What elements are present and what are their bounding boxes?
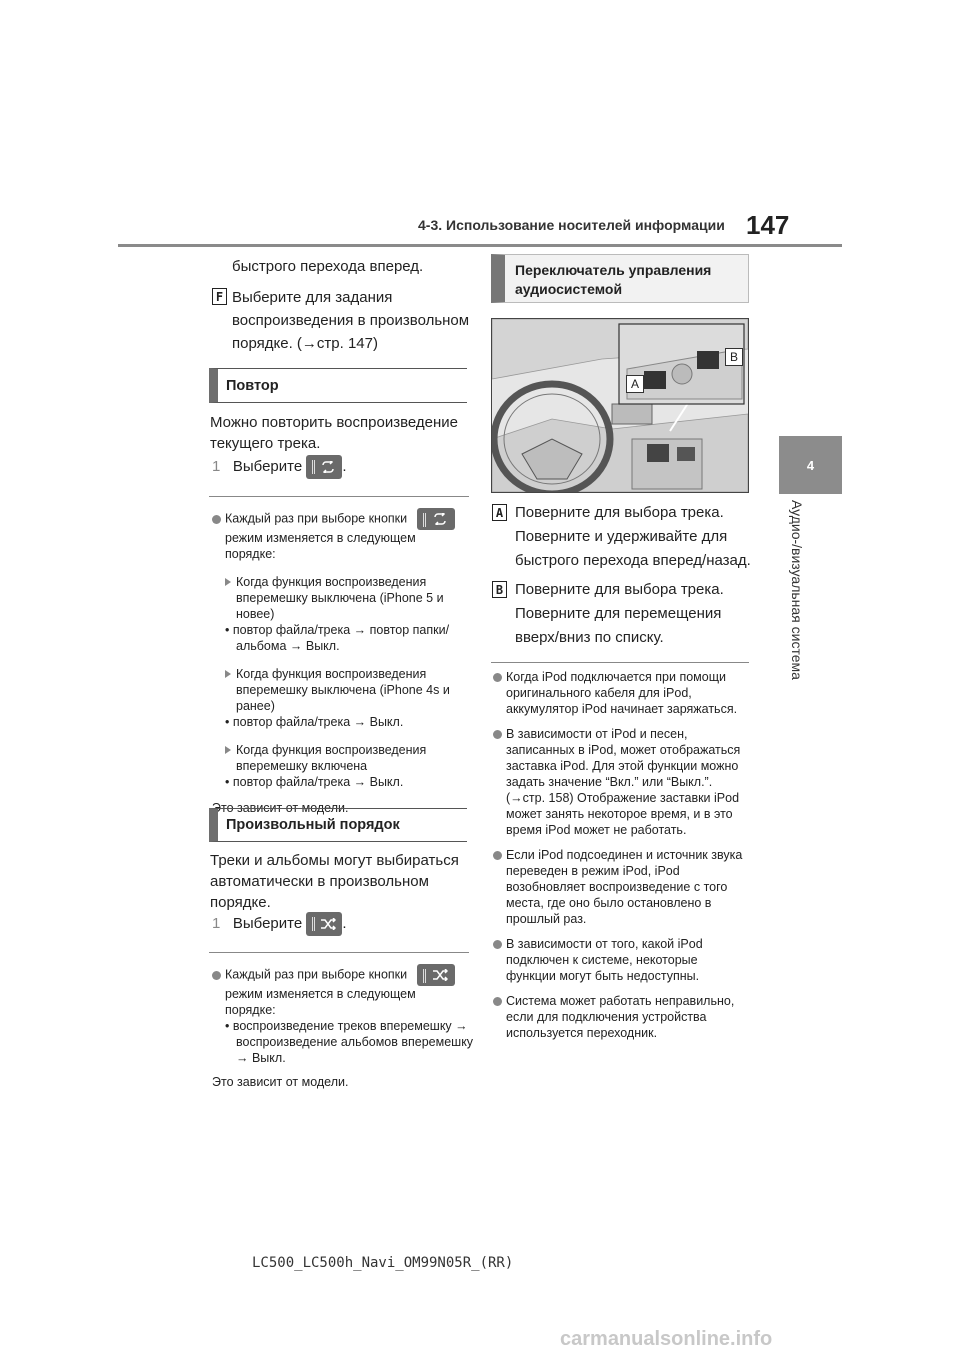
f-line: порядке. (→стр. 147) [232,335,378,352]
note-line: Когда iPod подключается при помощи [506,670,726,684]
shuffle-intro-line: порядке. [210,894,271,911]
note-line: аккумулятор iPod начинает заряжаться. [506,702,738,716]
divider [209,496,469,497]
case-bullet: • повтор файла/трека → повтор папки/ [225,623,450,637]
ipod-notes [493,669,755,1041]
note-line: задать значение “Вкл.” или “Выкл.”. [506,775,713,789]
note-line: В зависимости от того, какой iPod [506,937,703,951]
continued-line: быстрого перехода вперед. [232,258,424,275]
section-title: 4-3. Использование носителей информации [418,217,725,233]
note-line: функции могут быть недоступны. [506,969,700,983]
case-bullet: воспроизведение альбомов вперемешку [236,1035,474,1049]
figure-label-b: B [725,348,743,366]
note-line: Каждый раз при выборе кнопки [225,511,408,526]
repeat-button-inline [417,508,455,530]
f-line: Выберите для задания [232,289,393,306]
note-line: (→стр. 158) Отображение заставки iPod [506,791,740,805]
label-f: F [212,288,227,305]
repeat-intro-line: текущего трека. [210,435,321,452]
note-line: записанных в iPod, может отображаться [506,743,741,757]
f-line: воспроизведения в произвольном [232,312,470,329]
step-end: . [342,914,347,932]
label-b: B [492,581,507,598]
case-bullet: → Выкл. [236,1051,286,1065]
note-line: места, где оно было остановлено в [506,896,712,910]
dashboard-illustration [492,319,748,492]
repeat-icon [432,513,448,525]
b-description [515,579,724,648]
arrow-right-icon [225,746,231,754]
a-line: Поверните и удерживайте для [515,528,728,545]
note-line: оригинального кабеля для iPod, [506,686,692,700]
audio-switch-heading [491,254,749,303]
case-line: Когда функция воспроизведения [236,743,427,757]
depends-note: Это зависит от модели. [212,801,349,815]
shuffle-step [212,912,347,936]
note-line: Если iPod подсоединен и источник звука [506,848,743,862]
chapter-number: 4 [806,457,815,473]
note-line: прошлый раз. [506,912,587,926]
case-line: новее) [236,607,275,621]
shuffle-intro-line: автоматически в произвольном [210,873,429,890]
step-end: . [342,457,347,475]
note-line: В зависимости от iPod и песен, [506,727,688,741]
note-line: если для подключения устройства [506,1010,707,1024]
a-line: быстрого перехода вперед/назад. [515,552,751,569]
chapter-label: Аудио-/визуальная система [789,500,805,680]
dashboard-figure [491,318,749,493]
repeat-heading-text: Повтор [226,377,279,394]
repeat-button[interactable] [306,455,342,479]
bullet-dot-icon [493,997,502,1006]
b-line: Поверните для перемещения [515,605,722,622]
label-a: A [492,504,507,521]
case-bullet: альбома → Выкл. [236,639,340,653]
case-line: ранее) [236,699,275,713]
depends-note: Это зависит от модели. [212,1075,349,1089]
note-line: порядке: [225,1003,276,1017]
arrow-right-icon [225,578,231,586]
note-line: переведен в режим iPod, iPod [506,864,680,878]
arrow-right-icon [225,670,231,678]
page-number: 147 [746,210,790,240]
bullet-dot-icon [212,971,221,980]
shuffle-heading-text: Произвольный порядок [226,817,400,833]
case-line: Когда функция воспроизведения [236,667,427,681]
note-line: время iPod может не работать. [506,823,687,837]
case-bullet: • повтор файла/трека → Выкл. [225,715,404,729]
repeat-note [212,508,472,816]
b-line: вверх/вниз по списку. [515,629,664,646]
repeat-step [212,455,347,479]
case-line: Когда функция воспроизведения [236,575,427,589]
bullet-dot-icon [493,940,502,949]
watermark: carmanualsonline.info [560,1328,773,1350]
step-text: Выберите [232,457,303,475]
note-line: режим изменяется в следующем [225,987,416,1001]
shuffle-note [212,964,474,1090]
box-heading-line: аудиосистемой [515,281,623,297]
step-number: 1 [212,457,221,475]
divider [491,662,749,663]
shuffle-icon [320,918,336,930]
repeat-icon [320,461,336,473]
document-code: LC500_LC500h_Navi_OM99N05R_(RR) [252,1255,514,1271]
ipod-note [493,669,755,717]
note-line: подключен к системе, некоторые [506,953,698,967]
bullet-dot-icon [212,515,221,524]
ipod-note [493,993,755,1041]
shuffle-heading [209,808,467,842]
a-description [515,502,751,571]
bullet-dot-icon [493,851,502,860]
note-line: режим изменяется в следующем [225,531,416,545]
header-divider [118,244,842,247]
note-line: используется переходник. [506,1026,658,1040]
case-bullet: • воспроизведение треков вперемешку → [225,1019,468,1033]
shuffle-icon [432,969,448,981]
repeat-intro-line: Можно повторить воспроизведение [210,414,459,431]
ipod-note [493,847,755,927]
note-line: Система может работать неправильно, [506,994,735,1008]
bullet-dot-icon [493,673,502,682]
note-line: Каждый раз при выборе кнопки [225,967,408,982]
shuffle-intro-line: Треки и альбомы могут выбираться [210,852,459,869]
note-line: возобновляет воспроизведение с того [506,880,728,894]
chapter-tab [779,436,842,494]
note-line: заставка iPod. Для этой функции можно [506,759,739,773]
case-line: вперемешку выключена (iPhone 4s и [236,683,450,697]
repeat-intro [210,412,458,454]
shuffle-intro [210,850,459,913]
box-heading-line: Переключатель управления [515,262,712,278]
ipod-note [493,726,755,838]
note-line: порядке: [225,547,276,561]
ipod-note [493,936,755,984]
shuffle-button[interactable] [306,912,342,936]
note-line: может занять некоторое время, и в это [506,807,733,821]
case-line: вперемешку включена [236,759,368,773]
bullet-dot-icon [493,730,502,739]
step-number: 1 [212,914,221,932]
case-line: вперемешку выключена (iPhone 5 и [236,591,444,605]
divider [209,952,469,953]
a-line: Поверните для выбора трека. [515,504,724,521]
figure-label-a: A [626,375,644,393]
repeat-heading [209,368,467,403]
shuffle-button-inline [417,964,455,986]
b-line: Поверните для выбора трека. [515,581,724,598]
step-text: Выберите [232,914,303,932]
case-bullet: • повтор файла/трека → Выкл. [225,775,404,789]
f-description [232,287,469,354]
